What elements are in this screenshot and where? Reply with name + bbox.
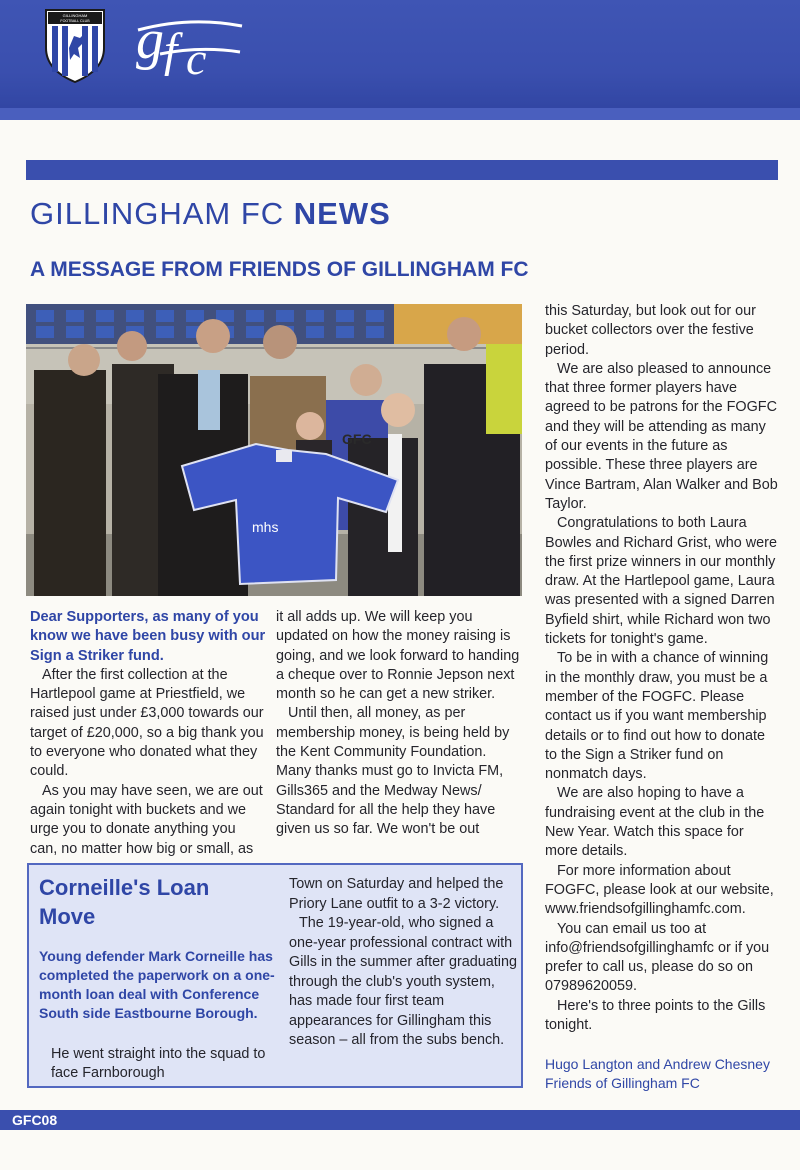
article-paragraph: As you may have seen, we are out again tonight with buckets and we urge you to donate anything you can, no matter how big or small, as xyxy=(30,782,263,857)
shirt-sponsor-text: mhs xyxy=(252,519,279,535)
article-paragraph: We are also pleased to announce that three former players have agreed to be patrons for the FOGFC and they will be attending as many of our events in the future as possible. These three players are Vince Bartram, Alan Walker and Bob Taylor. xyxy=(545,360,778,512)
page-number: GFC08 xyxy=(12,1112,58,1128)
article-paragraph: For more information about FOGFC, please look at our website, www.friendsofgillinghamfc.com. xyxy=(545,862,774,918)
article-paragraph: Congratulations to both Laura Bowles and Richard Grist, who were the first prize winners in our monthly draw. At the Hartlepool game, Laura was presented with a signed Darren Byfield shirt, while Richard won two tickets for tonight's game. xyxy=(545,515,777,648)
signature-names: Hugo Langton and Andrew Chesney xyxy=(545,1056,770,1072)
article-column-1 xyxy=(30,608,266,859)
crest-text-bottom: FOOTBALL CLUB xyxy=(60,19,90,23)
news-box-column-2 xyxy=(289,875,519,1051)
masthead-bar xyxy=(0,0,800,120)
footer-bar xyxy=(0,1110,800,1130)
news-box-corneille xyxy=(27,863,523,1088)
scarf-text: GFC xyxy=(342,431,372,447)
page-title xyxy=(30,196,391,232)
crest-text-top: GILLINGHAM xyxy=(62,13,88,18)
group-photo xyxy=(26,304,522,596)
article-column-2 xyxy=(276,608,520,840)
article-headline: A MESSAGE FROM FRIENDS OF GILLINGHAM FC xyxy=(30,258,529,281)
article-paragraph: To be in with a chance of winning in the monthly draw, you must be a member of the FOGFC. Please contact us if you want membership details or to find out how to donate to the Sign a Striker fund on nonmatch days. xyxy=(545,650,769,783)
article-paragraph: Until then, all money, as per membership money, is being held by the Kent Community Foundation. Many thanks must go to Invicta FM, Gills365 and the Medway News/ Standard for all the help they have given us so far. We won't be out xyxy=(276,705,510,838)
article-paragraph: You can email us too at info@friendsofgillinghamfc or if you prefer to call us, please do so on 07989620059. xyxy=(545,920,770,995)
news-box-paragraph: The 19-year-old, who signed a one-year professional contract with Gills in the summer after graduating through the club's youth system, has made four first team appearances for Gillingham this season – all from the subs bench. xyxy=(289,915,517,1048)
section-divider-band xyxy=(26,160,778,180)
club-crest-icon xyxy=(44,8,106,84)
article-paragraph: We are also hoping to have a fundraising event at the club in the New Year. Watch this space for more details. xyxy=(545,785,765,860)
article-lead: Dear Supporters, as many of you know we have been busy with our Sign a Striker fund. xyxy=(30,609,266,664)
article-paragraph: it all adds up. We will keep you updated on how the money raising is going, and we look forward to handing a cheque over to Ronnie Jepson next month so he can get a new striker. xyxy=(276,609,520,703)
signature xyxy=(545,1055,785,1093)
masthead-stripe xyxy=(0,108,800,120)
page-title-part1: GILLINGHAM FC xyxy=(30,196,285,231)
news-box-paragraph: Town on Saturday and helped the Priory Lane outfit to a 3-2 victory. xyxy=(289,876,504,912)
article-paragraph: Here's to three points to the Gills tonight. xyxy=(545,997,766,1033)
news-box-lead: Young defender Mark Corneille has completed the paperwork on a one-month loan deal with Conference South side Eastbourne Borough. xyxy=(39,948,275,1021)
article-paragraph: this Saturday, but look out for our bucket collectors over the festive period. xyxy=(545,303,756,358)
news-box-paragraph: He went straight into the squad to face Farnborough xyxy=(51,1046,266,1081)
page-title-part2: NEWS xyxy=(293,196,391,231)
gfc-logo-icon xyxy=(130,10,250,88)
signature-org: Friends of Gillingham FC xyxy=(545,1075,700,1091)
news-box-heading: Corneille's Loan Move xyxy=(39,875,210,929)
svg-text:g: g xyxy=(136,10,164,71)
article-paragraph: After the first collection at the Hartlepool game at Priestfield, we raised just under £3,000 towards our target of £20,000, so a big thank you to everyone who donated what they could. xyxy=(30,666,264,780)
article-column-3 xyxy=(545,302,779,1035)
svg-text:c: c xyxy=(186,33,207,84)
svg-text:f: f xyxy=(164,24,178,77)
